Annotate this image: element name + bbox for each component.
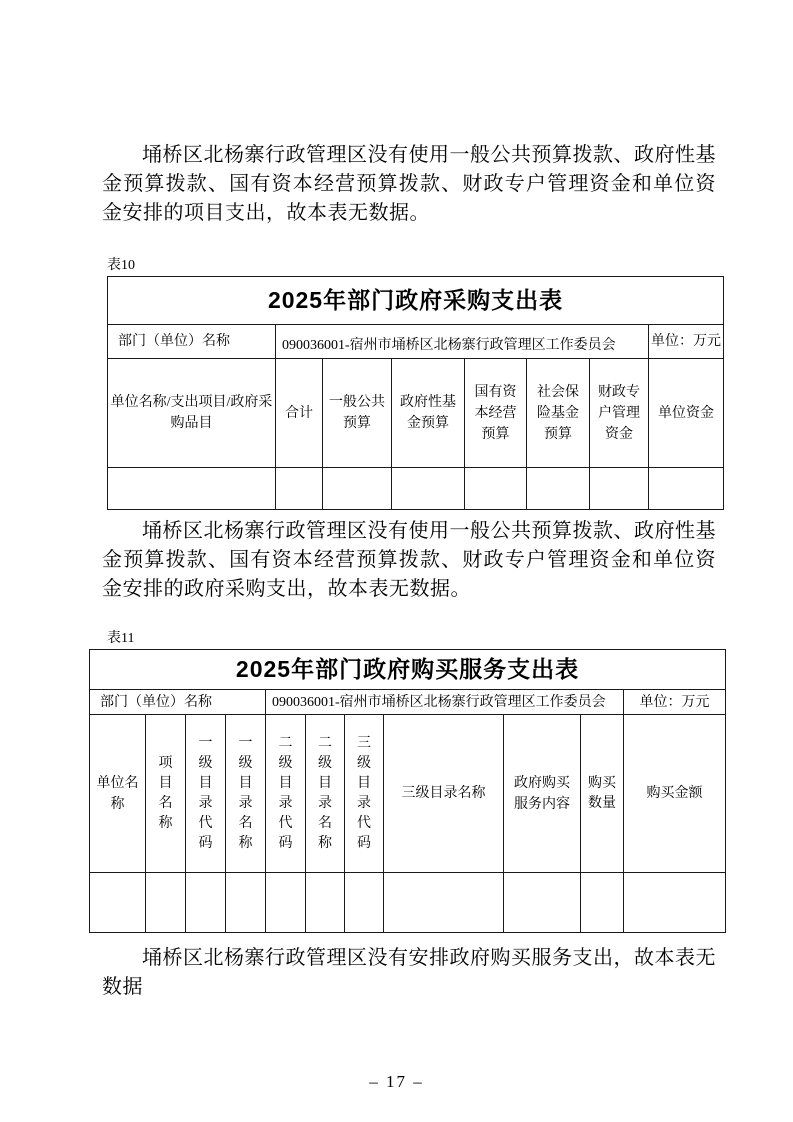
table11-empty-cell [186,873,226,933]
table11-col-purchase-amount: 购买金额 [624,715,726,873]
table10-label: 表10 [107,258,135,273]
table11-empty-cell [226,873,266,933]
table11-col-level1-catalog-code: 一级目录代码 [186,715,226,873]
table11-empty-cell [306,873,345,933]
table10-col-unit-funds: 单位资金 [649,359,724,468]
table11-empty-cell [90,873,146,933]
table11-empty-data-row [90,873,726,933]
paragraph-no-project-expenditure: 埇桥区北杨寨行政管理区没有使用一般公共预算拨款、政府性基金预算拨款、国有资本经营预算拨款、财政专户管理资金和单位资金安排的项目支出，故本表无数据。 [102,144,716,224]
table11-purchase-of-services [89,649,726,933]
table11-col-project-name: 项目名称 [146,715,186,873]
table10-col-general-public-budget: 一般公共预算 [323,359,392,468]
table11-col-level3-catalog-code: 三级目录代码 [345,715,384,873]
table11-col-purchase-quantity: 购买数量 [581,715,624,873]
table10-title: 2025年部门政府采购支出表 [108,277,724,325]
table11-empty-cell [384,873,504,933]
table11-dept-name-value: 090036001-宿州市埇桥区北杨寨行政管理区工作委员会 [266,690,624,715]
table11-info-row [90,690,726,715]
table10-empty-cell [590,468,649,510]
table11-header-row [90,715,726,873]
page-number: – 17 – [369,1072,424,1091]
table10-empty-cell [465,468,527,510]
table11-title: 2025年部门政府购买服务支出表 [90,650,726,690]
table10-col-total: 合计 [276,359,323,468]
table10-empty-cell [649,468,724,510]
table10-empty-cell [392,468,465,510]
table11-empty-cell [624,873,726,933]
table11-col-level2-catalog-code: 二级目录代码 [266,715,306,873]
table11-title-row [90,650,726,690]
table10-info-row [108,325,724,359]
table10-col-fiscal-account-funds: 财政专户管理资金 [590,359,649,468]
table10-empty-cell [108,468,276,510]
table10-header-row [108,359,724,468]
table11-col-level2-catalog-name: 二级目录名称 [306,715,345,873]
table10-col-social-insurance-budget: 社会保险基金预算 [527,359,590,468]
paragraph-no-procurement-expenditure: 埇桥区北杨寨行政管理区没有使用一般公共预算拨款、政府性基金预算拨款、国有资本经营预算拨款、财政专户管理资金和单位资金安排的政府采购支出，故本表无数据。 [102,520,716,600]
table10-col-unit-project-item: 单位名称/支出项目/政府采购品目 [108,359,276,468]
table11-label: 表11 [107,631,135,646]
table11-empty-cell [581,873,624,933]
table10-dept-name-value: 090036001-宿州市埇桥区北杨寨行政管理区工作委员会 [276,325,649,359]
table10-unit-label: 单位：万元 [649,325,724,359]
table11-col-purchase-service-content: 政府购买服务内容 [504,715,581,873]
table10-government-procurement [107,276,724,510]
table10-empty-cell [276,468,323,510]
table11-dept-name-label: 部门（单位）名称 [90,690,266,715]
paragraph-no-service-purchase: 埇桥区北杨寨行政管理区没有安排政府购买服务支出，故本表无数据 [102,947,716,998]
table11-col-level1-catalog-name: 一级目录名称 [226,715,266,873]
table10-empty-cell [527,468,590,510]
table10-dept-name-label: 部门（单位）名称 [108,325,276,359]
table11-empty-cell [504,873,581,933]
table10-col-state-capital-budget: 国有资本经营预算 [465,359,527,468]
table10-empty-cell [323,468,392,510]
table10-col-govt-fund-budget: 政府性基金预算 [392,359,465,468]
table11-col-level3-catalog-name: 三级目录名称 [384,715,504,873]
table11-unit-label: 单位：万元 [624,690,726,715]
table11-empty-cell [146,873,186,933]
table10-title-row [108,277,724,325]
table11-empty-cell [345,873,384,933]
table10-empty-data-row [108,468,724,510]
table11-empty-cell [266,873,306,933]
table11-col-unit-name: 单位名称 [90,715,146,873]
